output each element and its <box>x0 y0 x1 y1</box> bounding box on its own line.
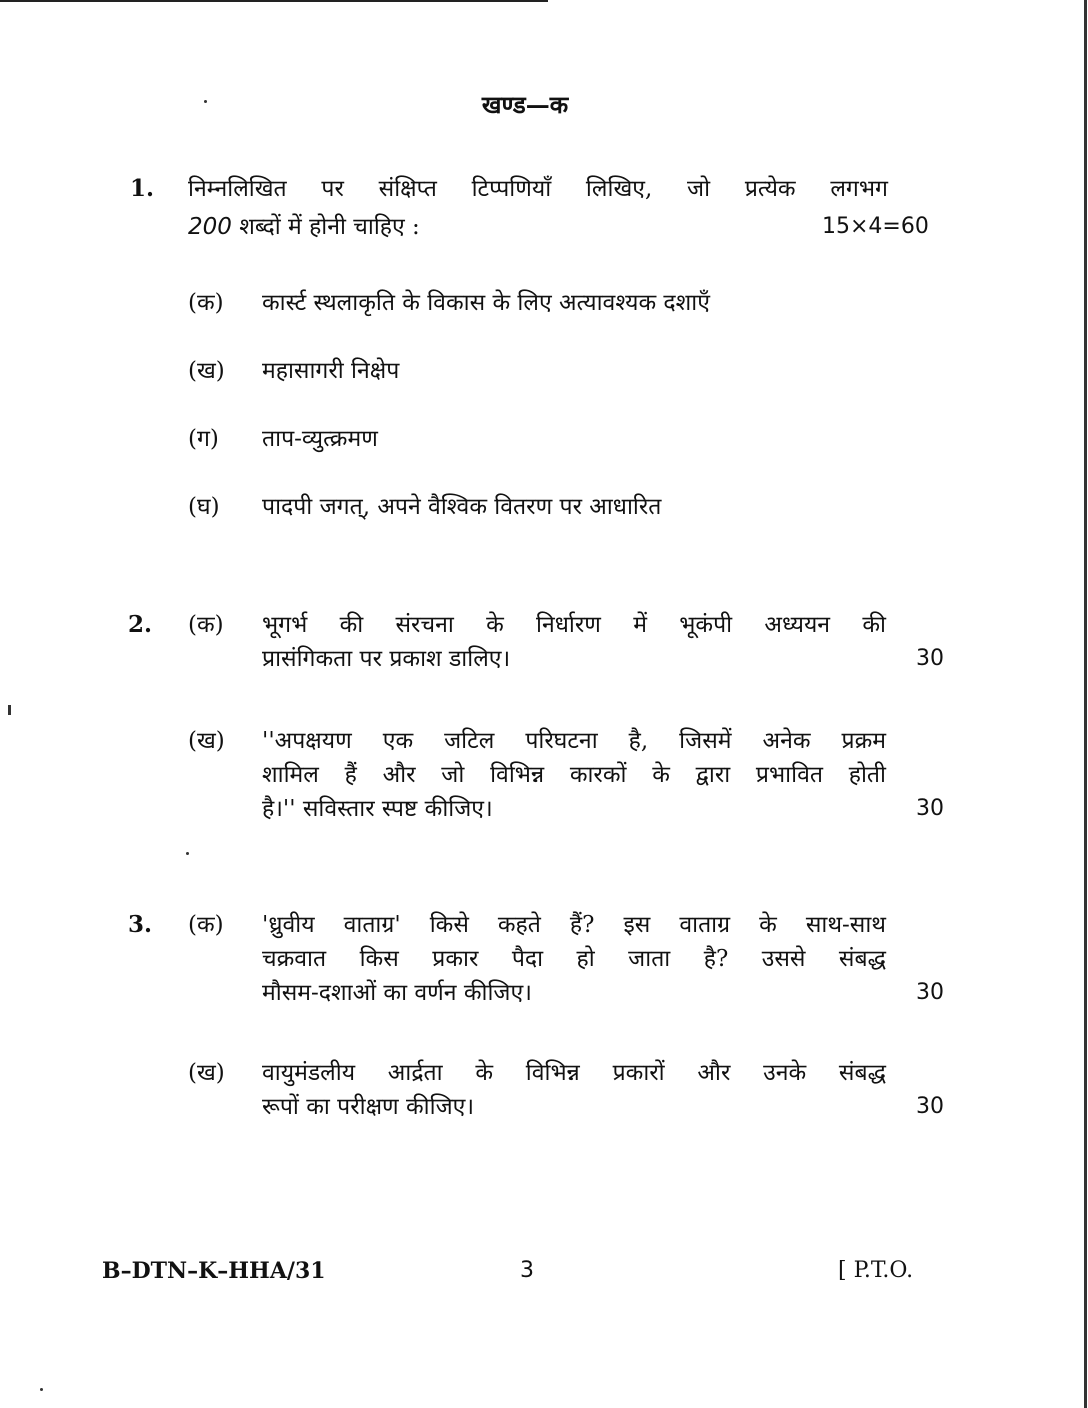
question-3-part-a-line-3: मौसम-दशाओं का वर्णन कीजिए। <box>262 980 532 1006</box>
question-2-part-b-line-2 <box>262 760 886 790</box>
question-1-part-c-label: (ग) <box>188 426 219 452</box>
question-2-number: 2. <box>128 611 153 638</box>
question-3-part-a-marks: 30 <box>916 980 944 1005</box>
scan-speck <box>186 852 189 855</box>
question-2-part-a-line-1-text: भूगर्भ की संरचना के निर्धारण में भूकंपी अध्ययन की <box>262 612 886 638</box>
question-3-part-a-line-2-text: चक्रवात किस प्रकार पैदा हो जाता है? उससे संबद्ध <box>262 946 886 972</box>
question-1-line-1-text: निम्नलिखित पर संक्षिप्त टिप्पणियाँ लिखिए, जो प्रत्येक लगभग <box>188 176 888 202</box>
question-2-part-a-label: (क) <box>188 612 224 638</box>
question-1-part-a-label: (क) <box>188 290 224 316</box>
question-2-part-a-line-1 <box>262 610 886 640</box>
question-3-part-b-line-2: रूपों का परीक्षण कीजिए। <box>262 1094 475 1120</box>
question-3-part-b-line-1 <box>262 1058 886 1088</box>
question-2-part-b-label: (ख) <box>188 728 225 754</box>
scan-speck <box>40 1388 43 1391</box>
question-1-marks: 15×4=60 <box>822 214 929 239</box>
scan-speck <box>8 705 11 715</box>
question-1-part-a-text: कार्स्ट स्थलाकृति के विकास के लिए अत्यावश्यक दशाएँ <box>262 290 710 316</box>
question-1-line-1 <box>188 174 888 204</box>
question-1-number: 1. <box>130 175 155 202</box>
question-3-part-b-marks: 30 <box>916 1094 944 1119</box>
pto-note: [ P.T.O. <box>838 1258 914 1283</box>
question-1-part-c-text: ताप-व्युत्क्रमण <box>262 426 378 452</box>
paper-code: B–DTN–K–HHA/31 <box>102 1258 326 1284</box>
question-3-part-b-label: (ख) <box>188 1060 225 1086</box>
question-3-number: 3. <box>128 911 153 938</box>
page-number: 3 <box>520 1258 534 1283</box>
question-3-part-a-line-2 <box>262 944 886 974</box>
question-2-part-b-line-1-text: ''अपक्षयण एक जटिल परिघटना है, जिसमें अनेक प्रक्रम <box>262 728 886 754</box>
question-1-part-b-label: (ख) <box>188 358 225 384</box>
question-1-line-2 <box>188 212 420 242</box>
right-scan-border <box>1084 0 1087 1408</box>
question-1-part-b-text: महासागरी निक्षेप <box>262 358 400 384</box>
question-3-part-a-label: (क) <box>188 912 224 938</box>
question-1-part-d-text: पादपी जगत्, अपने वैश्विक वितरण पर आधारित <box>262 494 662 520</box>
question-2-part-b-line-1 <box>262 726 886 756</box>
top-scan-border <box>0 0 548 2</box>
question-1-part-d-label: (घ) <box>188 494 220 520</box>
question-2-part-a-line-2: प्रासंगिकता पर प्रकाश डालिए। <box>262 646 511 672</box>
question-3-part-a-line-1-text: 'ध्रुवीय वाताग्र' किसे कहते हैं? इस वाताग्र के साथ-साथ <box>262 912 886 938</box>
question-2-part-b-marks: 30 <box>916 796 944 821</box>
section-heading: खण्ड—क <box>481 90 569 119</box>
question-3-part-b-line-1-text: वायुमंडलीय आर्द्रता के विभिन्न प्रकारों और उनके संबद्ध <box>262 1060 886 1086</box>
question-2-part-a-marks: 30 <box>916 646 944 671</box>
question-3-part-a-line-1 <box>262 910 886 940</box>
question-2-part-b-line-2-text: शामिल हैं और जो विभिन्न कारकों के द्वारा प्रभावित होती <box>262 762 886 788</box>
question-1-word-count: 200 <box>188 214 232 240</box>
question-2-part-b-line-3: है।'' सविस्तार स्पष्ट कीजिए। <box>262 796 493 822</box>
question-1-line-2-text: शब्दों में होनी चाहिए : <box>239 214 420 240</box>
